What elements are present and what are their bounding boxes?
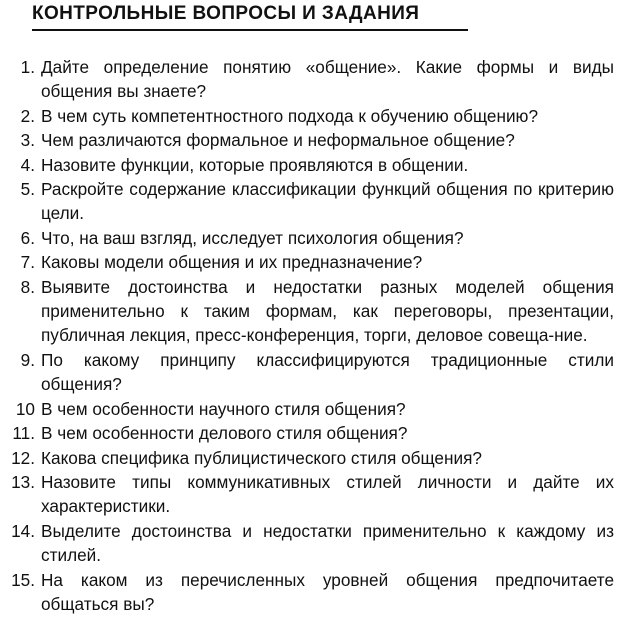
question-text: Чем различаются формальное и неформальное общение? <box>41 130 515 151</box>
question-number: 2. <box>20 105 35 126</box>
question-text: Дайте определение понятию «общение». Какие формы и виды общения вы знаете? <box>41 57 614 102</box>
question-text: В чем особенности делового стиля общения? <box>41 423 408 444</box>
question-item <box>0 421 620 445</box>
question-item <box>0 470 620 519</box>
question-item <box>0 348 620 397</box>
question-number: 7. <box>20 252 35 273</box>
question-item <box>0 104 620 128</box>
question-number: 12. <box>11 447 35 468</box>
question-number: 9. <box>20 349 35 370</box>
question-item <box>0 128 620 152</box>
question-list <box>0 55 620 616</box>
question-item <box>0 55 620 104</box>
question-item <box>0 446 620 470</box>
question-text: На каком из перечисленных уровней общения предпочитаете общаться вы? <box>41 569 614 614</box>
question-item <box>0 519 620 568</box>
question-text: Назовите типы коммуникативных стилей личности и дайте их характеристики. <box>41 471 614 517</box>
question-text: Выделите достоинства и недостатки применительно к каждому из стилей. <box>41 520 614 566</box>
question-text: В чем особенности научного стиля общения? <box>41 398 406 419</box>
question-number: 8. <box>20 276 35 297</box>
question-number: 6. <box>20 227 35 248</box>
section-heading-block <box>32 2 468 31</box>
question-text: В чем суть компетентностного подхода к обучению общению? <box>41 105 539 126</box>
question-item <box>0 250 620 274</box>
question-number: 1. <box>20 57 35 77</box>
question-text: Какова специфика публицистического стиля общения? <box>41 447 482 468</box>
question-text: Что, на ваш взгляд, исследует психология общения? <box>41 227 464 248</box>
question-number: 11. <box>12 423 35 444</box>
question-item <box>0 226 620 250</box>
question-number: 4. <box>20 154 35 175</box>
question-item <box>0 275 620 348</box>
question-item <box>0 397 620 421</box>
question-number: 13. <box>11 471 35 492</box>
question-number: 10 <box>15 398 35 419</box>
question-item <box>0 153 620 177</box>
question-text: Раскройте содержание классификации функций общения по критерию цели. <box>41 179 614 224</box>
question-number: 15. <box>11 569 35 590</box>
question-number: 5. <box>20 179 35 200</box>
question-text: Каковы модели общения и их предназначение? <box>41 252 423 273</box>
question-text: По какому принципу классифицируются традиционные стили общения? <box>41 349 614 395</box>
question-number: 3. <box>20 130 35 151</box>
question-text: Выявите достоинства и недостатки разных моделей общения применительно к таким формам, как переговоры, презентации, публичная лекция, пресс-конференция, торги, деловое совеща-ние. <box>41 276 614 346</box>
question-number: 14. <box>11 520 35 541</box>
question-item <box>0 568 620 617</box>
section-heading: КОНТРОЛЬНЫЕ ВОПРОСЫ И ЗАДАНИЯ <box>32 3 420 24</box>
question-item <box>0 177 620 226</box>
question-text: Назовите функции, которые проявляются в общении. <box>41 154 469 175</box>
